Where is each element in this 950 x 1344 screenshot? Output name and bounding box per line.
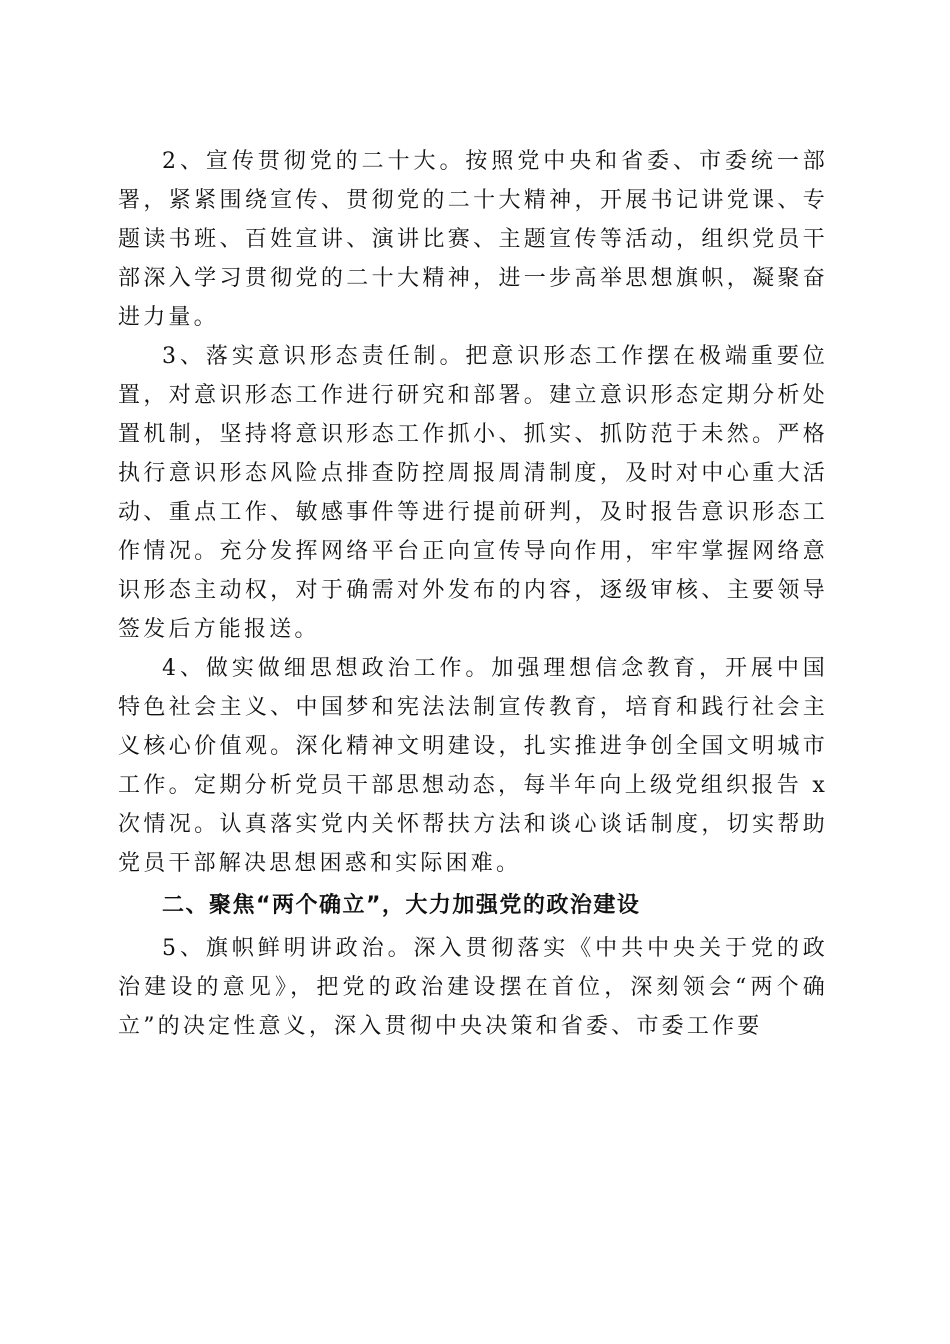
paragraph-2: 2、宣传贯彻党的二十大。按照党中央和省委、市委统一部署，紧紧围绕宣传、贯彻党的二十大精神，开展书记讲党课、专题读书班、百姓宣讲、演讲比赛、主题宣传等活动，组织党员干部深入学习贯彻党的二十大精神，进一步高举思想旗帜，凝聚奋进力量。	[118, 149, 828, 330]
section-heading: 二、聚焦“两个确立”，大力加强党的政治建设	[162, 893, 641, 918]
paragraph-5: 5、旗帜鲜明讲政治。深入贯彻落实《中共中央关于党的政治建设的意见》，把党的政治建设摆在首位，深刻领会“两个确立”的决定性意义，深入贯彻中央决策和省委、市委工作要	[118, 936, 828, 1039]
paragraph-4: 4、做实做细思想政治工作。加强理想信念教育，开展中国特色社会主义、中国梦和宪法法制宣传教育，培育和践行社会主义核心价值观。深化精神文明建设，扎实推进争创全国文明城市工作。定期分析党员干部思想动态，每半年向上级党组织报告 x 次情况。认真落实党内关怀帮扶方法和谈心谈话制度，切实帮助党员干部解决思想困惑和实际困难。	[118, 656, 828, 876]
paragraph-3: 3、落实意识形态责任制。把意识形态工作摆在极端重要位置，对意识形态工作进行研究和部署。建立意识形态定期分析处置机制，坚持将意识形态工作抓小、抓实、抓防范于未然。严格执行意识形态风险点排查防控周报周清制度，及时对中心重大活动、重点工作、敏感事件等进行提前研判，及时报告意识形态工作情况。充分发挥网络平台正向宣传导向作用，牢牢掌握网络意识形态主动权，对于确需对外发布的内容，逐级审核、主要领导签发后方能报送。	[118, 344, 828, 642]
document-page	[118, 142, 828, 1046]
